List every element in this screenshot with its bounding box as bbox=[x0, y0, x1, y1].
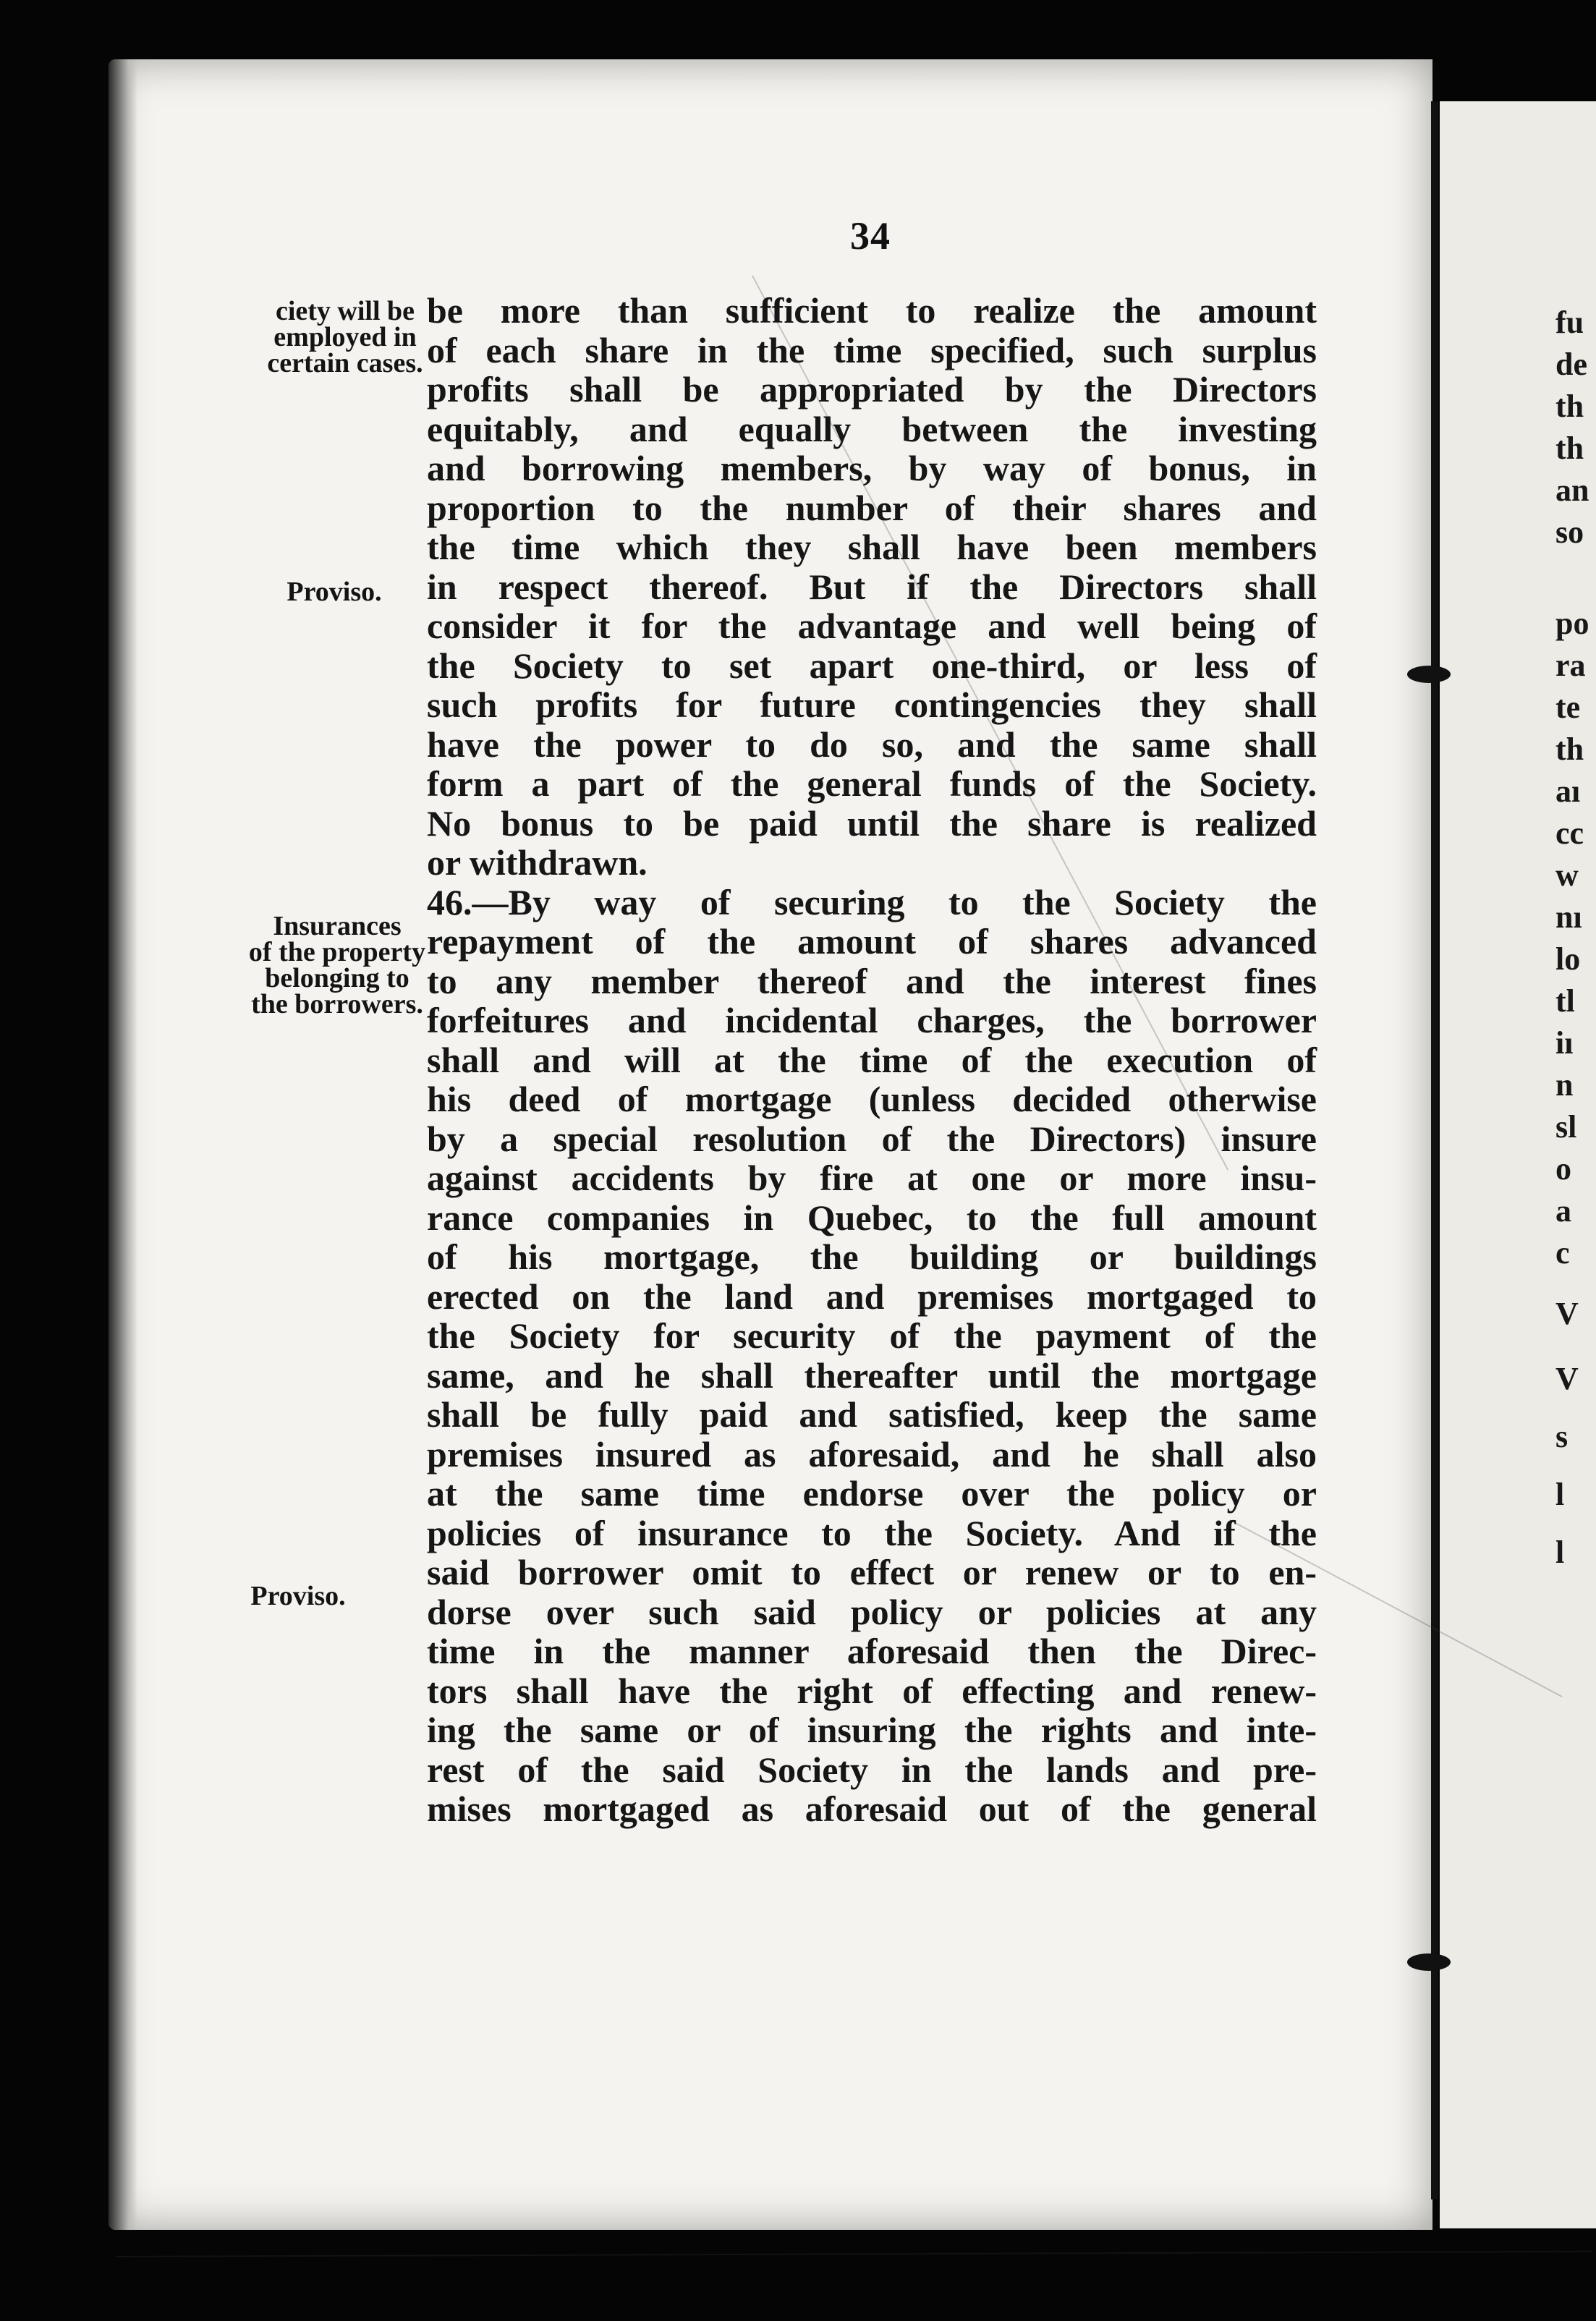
page-edge-shadow bbox=[109, 59, 137, 2230]
text-line: policies of insurance to the Society. And if the bbox=[427, 1512, 1317, 1553]
facing-page-fragment: l bbox=[1555, 1535, 1565, 1570]
margin-note-line: Proviso. bbox=[286, 577, 382, 607]
binding-mark bbox=[1407, 666, 1451, 683]
body-text bbox=[427, 291, 1317, 1829]
text-line: be more than sufficient to realize the amount bbox=[427, 290, 1317, 331]
margin-note-line: of the property bbox=[248, 937, 426, 967]
margin-note-line: the borrowers. bbox=[251, 989, 423, 1019]
facing-page-fragment: de bbox=[1555, 347, 1587, 382]
facing-page-fragment: V bbox=[1555, 1296, 1579, 1331]
facing-page-fragment: te bbox=[1555, 689, 1581, 725]
facing-page-fragment: aı bbox=[1555, 773, 1581, 809]
text-line: rest of the said Society in the lands and pre- bbox=[427, 1749, 1317, 1790]
margin-note-proviso bbox=[269, 579, 399, 605]
text-line: No bonus to be paid until the share is realized bbox=[427, 802, 1317, 844]
text-line: erected on the land and premises mortgaged to bbox=[427, 1276, 1317, 1317]
facing-page-fragment: ra bbox=[1555, 648, 1586, 683]
text-line: shall and will at the time of the execution of bbox=[427, 1039, 1317, 1080]
text-line: by a special resolution of the Directors) insure bbox=[427, 1118, 1317, 1159]
facing-page-fragment: s bbox=[1555, 1419, 1569, 1454]
binding-gutter bbox=[1431, 101, 1438, 2199]
facing-page-fragment: c bbox=[1555, 1235, 1570, 1270]
page-number: 34 bbox=[850, 214, 891, 258]
facing-page-fragment: cc bbox=[1555, 815, 1584, 851]
text-line: the Society to set apart one-third, or less of bbox=[427, 645, 1317, 686]
text-line: rance companies in Quebec, to the full amount bbox=[427, 1197, 1317, 1238]
margin-note-line: certain cases. bbox=[267, 348, 423, 378]
facing-page-fragment: po bbox=[1555, 606, 1589, 641]
text-line: consider it for the advantage and well being of bbox=[427, 606, 1317, 646]
facing-page-fragment: th bbox=[1555, 731, 1584, 767]
text-line: and borrowing members, by way of bonus, in bbox=[427, 448, 1317, 488]
facing-page-fragment: n bbox=[1555, 1067, 1574, 1103]
facing-page-fragment: nı bbox=[1555, 899, 1582, 935]
facing-page-fragment: w bbox=[1555, 857, 1579, 893]
text-line: time in the manner aforesaid then the Direc- bbox=[427, 1631, 1317, 1671]
binding-mark bbox=[1407, 1953, 1451, 1971]
margin-note-line: Insurances bbox=[273, 911, 402, 941]
facing-page-fragment: so bbox=[1555, 514, 1584, 550]
margin-note-insurances bbox=[229, 913, 446, 1017]
text-line: against accidents by fire at one or more insu- bbox=[427, 1158, 1317, 1198]
text-line: forfeitures and incidental charges, the borrower bbox=[427, 1000, 1317, 1040]
margin-note-line: employed in bbox=[273, 322, 417, 352]
facing-page-fragment: th bbox=[1555, 389, 1584, 424]
text-line: 46.—By way of securing to the Society the bbox=[427, 881, 1317, 922]
text-line: profits shall be appropriated by the Directors bbox=[427, 369, 1317, 410]
text-line: equitably, and equally between the investing bbox=[427, 408, 1317, 449]
text-line: the time which they shall have been members bbox=[427, 527, 1317, 567]
facing-page-fragment: a bbox=[1555, 1193, 1571, 1229]
text-line: dorse over such said policy or policies at any bbox=[427, 1591, 1317, 1632]
text-line: the Society for security of the payment of the bbox=[427, 1315, 1317, 1356]
facing-page-fragment: fu bbox=[1555, 305, 1584, 340]
facing-page-fragment: V bbox=[1555, 1361, 1579, 1396]
text-line: his deed of mortgage (unless decided otherwise bbox=[427, 1079, 1317, 1119]
text-line: shall be fully paid and satisfied, keep the same bbox=[427, 1394, 1317, 1435]
text-line: at the same time endorse over the policy or bbox=[427, 1473, 1317, 1514]
margin-note-proviso bbox=[233, 1583, 363, 1609]
margin-note-line: Proviso. bbox=[250, 1581, 346, 1611]
margin-note-line: belonging to bbox=[265, 963, 409, 993]
facing-page-fragment: l bbox=[1555, 1477, 1565, 1512]
facing-page-fragment: th bbox=[1555, 430, 1584, 466]
text-line: premises insured as aforesaid, and he shall also bbox=[427, 1433, 1317, 1475]
text-line: of his mortgage, the building or buildings bbox=[427, 1236, 1317, 1277]
facing-page-fragment: sl bbox=[1555, 1109, 1577, 1145]
facing-page-fragment: lo bbox=[1555, 941, 1581, 977]
facing-page-fragment: o bbox=[1555, 1151, 1571, 1187]
text-line: said borrower omit to effect or renew or to en- bbox=[427, 1552, 1317, 1592]
text-line: to any member thereof and the interest fines bbox=[427, 960, 1317, 1001]
facing-page-fragment: iı bbox=[1555, 1025, 1574, 1061]
text-line: or withdrawn. bbox=[427, 842, 648, 883]
text-line: ing the same or of insuring the rights and inte- bbox=[427, 1710, 1317, 1750]
text-line: mises mortgaged as aforesaid out of the general bbox=[427, 1789, 1317, 1829]
margin-note-line: ciety will be bbox=[275, 296, 415, 326]
text-line: repayment of the amount of shares advanced bbox=[427, 921, 1317, 962]
text-line: of each share in the time specified, such surplus bbox=[427, 329, 1317, 370]
text-line: in respect thereof. But if the Directors shall bbox=[427, 566, 1317, 607]
margin-note-society bbox=[247, 298, 443, 376]
text-line: have the power to do so, and the same shall bbox=[427, 724, 1317, 765]
facing-page-fragment: an bbox=[1555, 472, 1589, 508]
text-line: form a part of the general funds of the Society. bbox=[427, 763, 1317, 804]
text-line: same, and he shall thereafter until the mortgage bbox=[427, 1354, 1317, 1396]
text-line: proportion to the number of their shares and bbox=[427, 487, 1317, 528]
text-line: tors shall have the right of effecting and renew- bbox=[427, 1670, 1317, 1711]
text-line: such profits for future contingencies they shall bbox=[427, 684, 1317, 725]
facing-page-fragment: tl bbox=[1555, 983, 1575, 1019]
